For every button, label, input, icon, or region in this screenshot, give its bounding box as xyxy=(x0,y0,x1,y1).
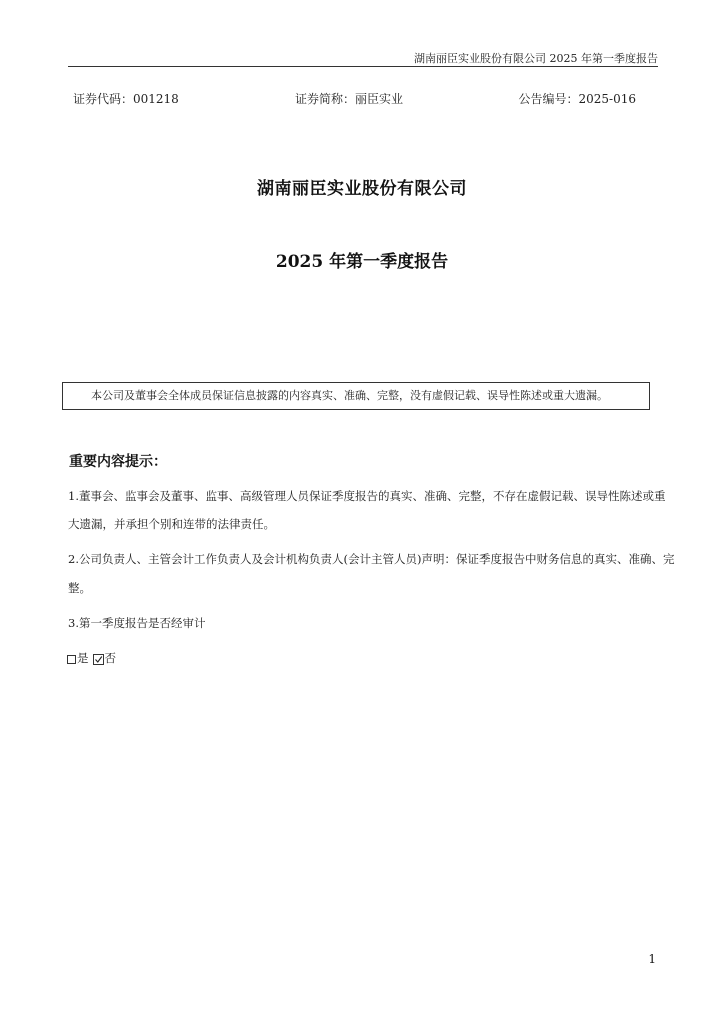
note-1-line-2: 大遗漏，并承担个别和连带的法律责任。 xyxy=(68,517,275,531)
security-short-name: 证券简称：丽臣实业 xyxy=(295,92,404,106)
note-1-line-1: 1.董事会、监事会及董事、监事、高级管理人员保证季度报告的真实、准确、完整，不存在虚假记载、误导性陈述或重 xyxy=(68,489,666,503)
company-title: 湖南丽臣实业股份有限公司 xyxy=(257,179,467,199)
option-yes-label: 是 xyxy=(77,651,89,665)
report-title: 2025 年第一季度报告 xyxy=(275,252,449,272)
note-2-line-1: 2.公司负责人、主管会计工作负责人及会计机构负责人(会计主管人员)声明：保证季度报告中财务信息的真实、准确、完 xyxy=(68,552,675,566)
announcement-number: 公告编号：2025-016 xyxy=(518,92,636,106)
unchecked-checkbox-icon[interactable] xyxy=(67,655,76,664)
section-heading: 重要内容提示： xyxy=(69,454,167,470)
running-header: 湖南丽臣实业股份有限公司 2025 年第一季度报告 xyxy=(414,52,658,65)
header-divider xyxy=(68,66,658,67)
audit-options xyxy=(67,650,116,666)
note-3: 3.第一季度报告是否经审计 xyxy=(68,616,206,630)
disclosure-statement: 本公司及董事会全体成员保证信息披露的内容真实、准确、完整，没有虚假记载、误导性陈述或重大遗漏。 xyxy=(91,389,608,402)
disclosure-statement-box xyxy=(62,382,650,410)
note-2-line-2: 整。 xyxy=(68,581,91,595)
checked-checkbox-icon[interactable] xyxy=(93,654,104,665)
security-code: 证券代码：001218 xyxy=(73,92,179,106)
option-no-label: 否 xyxy=(104,651,116,665)
page-number: 1 xyxy=(648,952,656,966)
